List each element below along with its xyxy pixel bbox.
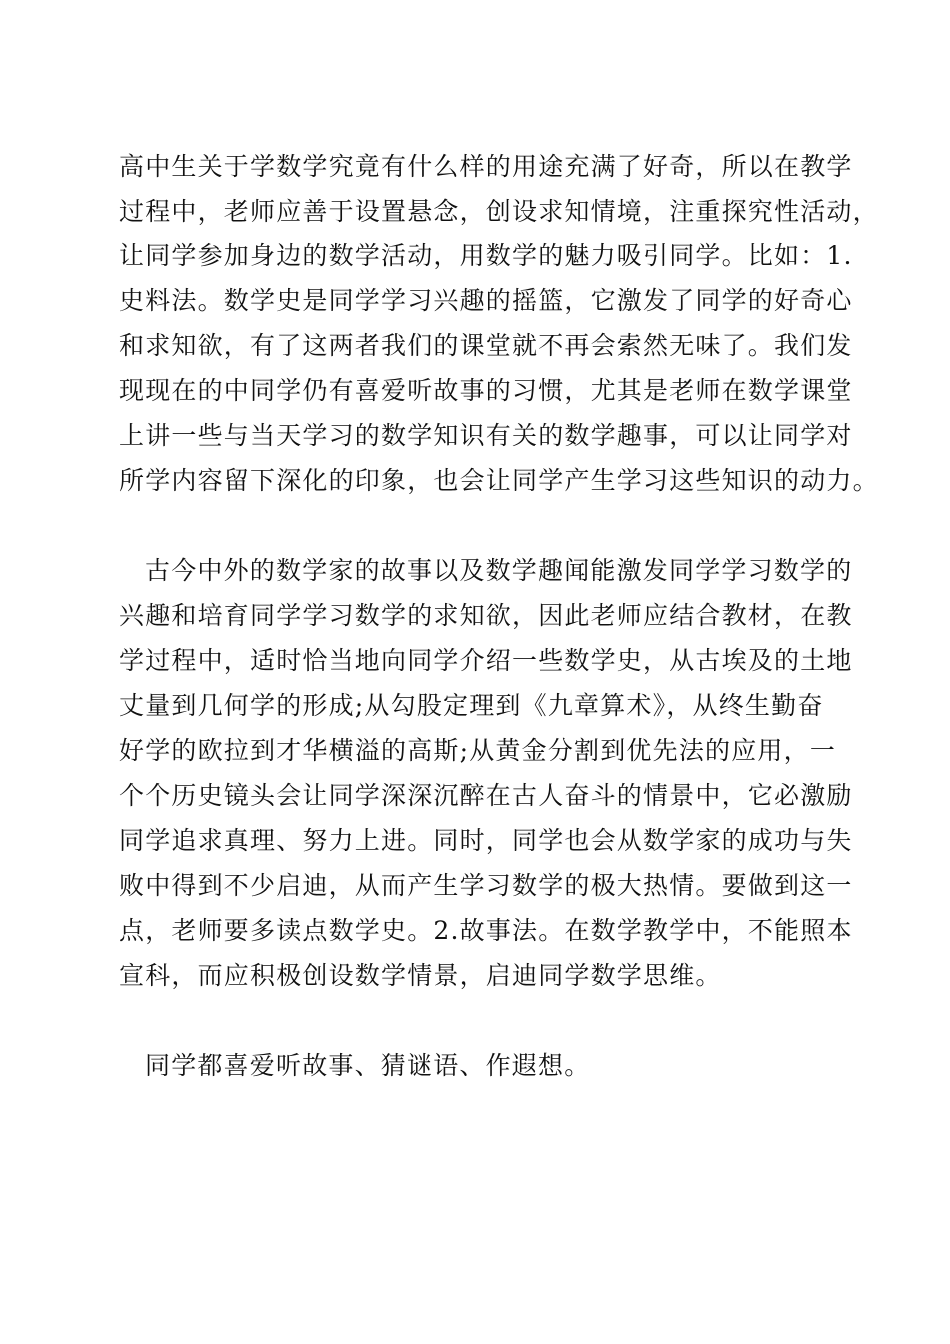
paragraph-1-line-8: 所学内容留下深化的印象，也会让同学产生学习这些知识的动力。 — [119, 466, 879, 495]
paragraph-1-line-1: 高中生关于学数学究竟有什么样的用途充满了好奇，所以在教学 — [119, 152, 853, 181]
paragraph-2-line-5: 好学的欧拉到才华横溢的高斯;从黄金分割到优先法的应用，一 — [119, 736, 837, 765]
paragraph-2-line-2: 兴趣和培育同学学习数学的求知欲，因此老师应结合教材，在教 — [119, 601, 853, 630]
paragraph-1-line-2: 过程中，老师应善于设置悬念，创设求知情境，注重探究性活动， — [119, 197, 879, 226]
paragraph-2-line-4: 丈量到几何学的形成;从勾股定理到《九章算术》，从终生勤奋 — [119, 691, 824, 720]
paragraph-2-line-6: 个个历史镜头会让同学深深沉醉在古人奋斗的情景中，它必激励 — [119, 781, 853, 810]
paragraph-2-line-8: 败中得到不少启迪，从而产生学习数学的极大热情。要做到这一 — [119, 871, 853, 900]
paragraph-2-line-7: 同学追求真理、努力上进。同时，同学也会从数学家的成功与失 — [119, 826, 853, 855]
paragraph-1-line-6: 现现在的中同学仍有喜爱听故事的习惯，尤其是老师在数学课堂 — [119, 376, 853, 405]
paragraph-3-line-1: 同学都喜爱听故事、猜谜语、作遐想。 — [145, 1051, 591, 1080]
paragraph-2-line-3: 学过程中，适时恰当地向同学介绍一些数学史，从古埃及的土地 — [119, 646, 853, 675]
paragraph-2-line-9: 点，老师要多读点数学史。2.故事法。在数学教学中，不能照本 — [119, 916, 853, 945]
paragraph-1-line-7: 上讲一些与当天学习的数学知识有关的数学趣事，可以让同学对 — [119, 421, 853, 450]
paragraph-2-line-10: 宣科，而应积极创设数学情景，启迪同学数学思维。 — [119, 961, 722, 990]
paragraph-1-line-3: 让同学参加身边的数学活动，用数学的魅力吸引同学。比如：1. — [119, 241, 853, 270]
paragraph-1-line-4: 史料法。数学史是同学学习兴趣的摇篮，它激发了同学的好奇心 — [119, 286, 853, 315]
paragraph-2-line-1: 古今中外的数学家的故事以及数学趣闻能激发同学学习数学的 — [145, 556, 853, 585]
paragraph-1-line-5: 和求知欲，有了这两者我们的课堂就不再会索然无味了。我们发 — [119, 331, 853, 360]
